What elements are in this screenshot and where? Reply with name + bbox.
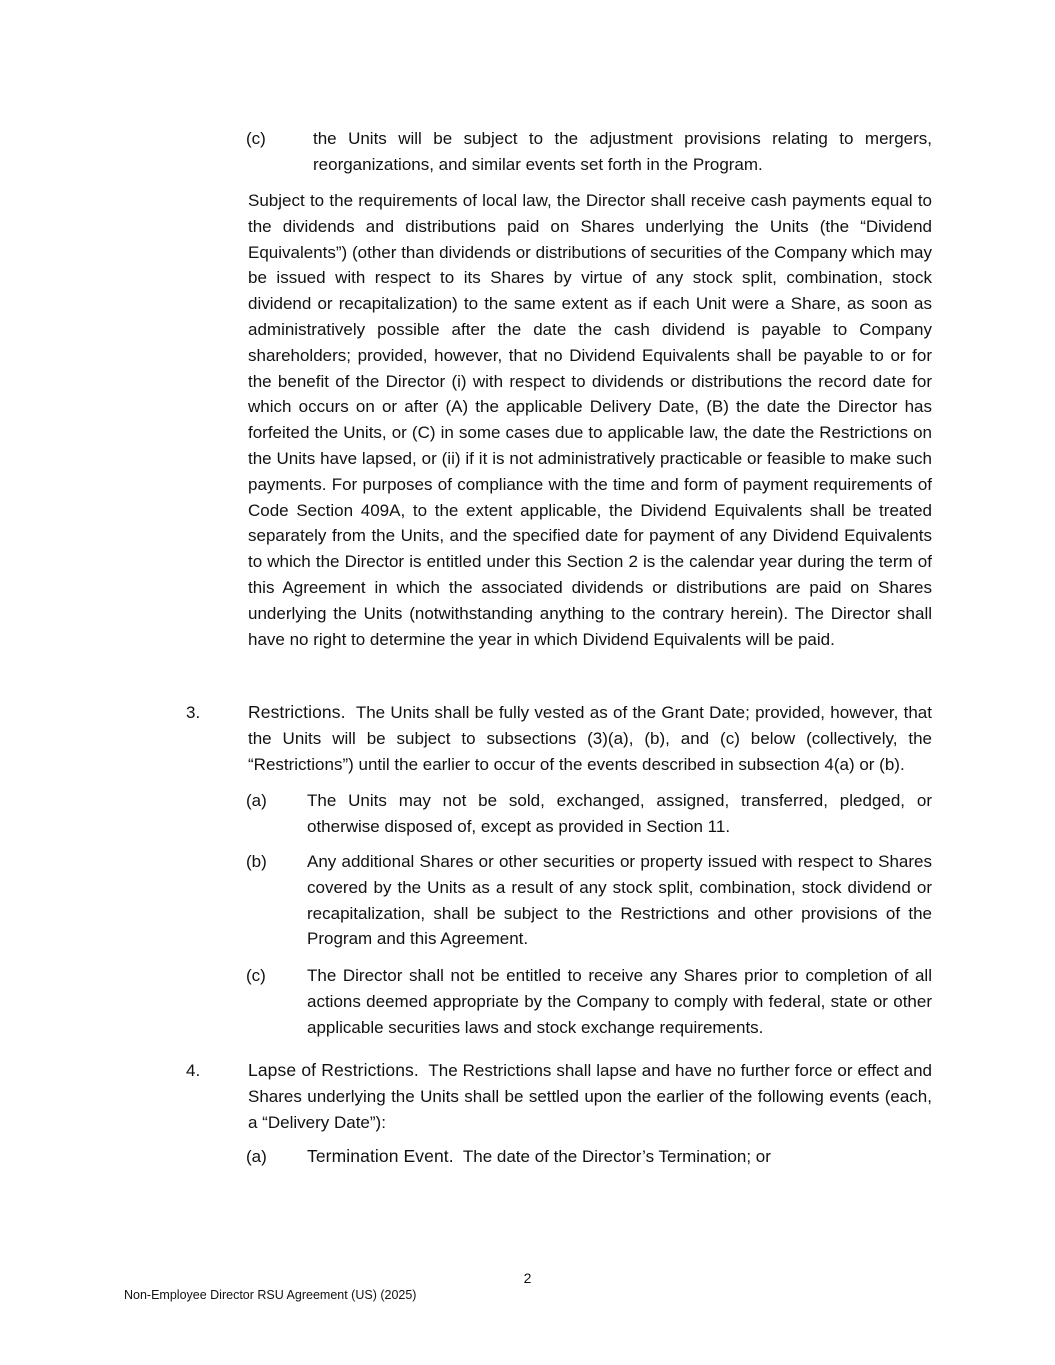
section-number: 4. (186, 1061, 201, 1080)
item-c-top (246, 126, 932, 178)
item-text: The Units may not be sold, exchanged, assigned, transferred, pledged, or otherwise disposed of, except as provided in Section 11. (307, 791, 932, 836)
section-3-item-a (246, 788, 932, 840)
item-label: (a) (246, 1147, 267, 1166)
item-label: (a) (246, 791, 267, 810)
section-3-item-c (246, 963, 932, 1040)
section-3 (186, 700, 932, 777)
item-heading: Termination Event. (307, 1146, 454, 1166)
dividend-equivalents-paragraph: Subject to the requirements of local law, the Director shall receive cash payments equal to the dividends and distributions paid on Shares underlying the Units (the “Dividend Equivalents”) (other than dividends or distributions of securities of the Company which may be issued with respect to its Shares by virtue of any stock split, combination, stock dividend or recapitalization) to the same extent as if each Unit were a Share, as soon as administratively possible after the date the cash dividend is payable to Company shareholders; provided, however, that no Dividend Equivalents shall be payable to or for the benefit of the Director (i) with respect to dividends or distributions the record date for which occurs on or after (A) the applicable Delivery Date, (B) the date the Director has forfeited the Units, or (C) in some cases due to applicable law, the date the Restrictions on the Units have lapsed, or (ii) if it is not administratively practicable or feasible to make such payments. For purposes of compliance with the time and form of payment requirements of Code Section 409A, to the extent applicable, the Dividend Equivalents shall be treated separately from the Units, and the specified date for payment of any Dividend Equivalents to which the Director is entitled under this Section 2 is the calendar year during the term of this Agreement in which the associated dividends or distributions are paid on Shares underlying the Units (notwithstanding anything to the contrary herein). The Director shall have no right to determine the year in which Dividend Equivalents will be paid. (248, 191, 932, 649)
footer-text: Non-Employee Director RSU Agreement (US) (2025) (124, 1288, 417, 1302)
section-text: The Restrictions shall lapse and have no further force or effect and Shares underlying the Units shall be settled upon the earlier of the following events (each, a “Delivery Date”): (248, 1061, 933, 1132)
item-text: Any additional Shares or other securities or property issued with respect to Shares covered by the Units as a result of any stock split, combination, stock dividend or recapitalization, shall be subject to the Restrictions and other provisions of the Program and this Agreement. (307, 852, 932, 949)
item-text: The date of the Director’s Termination; or (462, 1147, 771, 1166)
section-heading: Lapse of Restrictions. (248, 1060, 419, 1080)
section-text: The Units shall be fully vested as of the Grant Date; provided, however, that the Units will be subject to subsections (3)(a), (b), and (c) below (collectively, the “Restrictions”) until the earlier to occur of the events described in subsection 4(a) or (b). (248, 703, 932, 774)
item-text: the Units will be subject to the adjustment provisions relating to mergers, reorganizations, and similar events set forth in the Program. (313, 129, 932, 174)
page-number: 2 (523, 1270, 532, 1286)
item-text: The Director shall not be entitled to receive any Shares prior to completion of all actions deemed appropriate by the Company to comply with federal, state or other applicable securities laws and stock exchange requirements. (307, 966, 932, 1037)
section-3-item-b (246, 849, 932, 952)
section-heading: Restrictions. (248, 702, 346, 722)
item-label: (c) (246, 129, 266, 148)
section-number: 3. (186, 703, 201, 722)
section-4 (186, 1058, 932, 1135)
item-label: (c) (246, 966, 266, 985)
section-4-item-a (246, 1144, 932, 1170)
item-label: (b) (246, 852, 267, 871)
